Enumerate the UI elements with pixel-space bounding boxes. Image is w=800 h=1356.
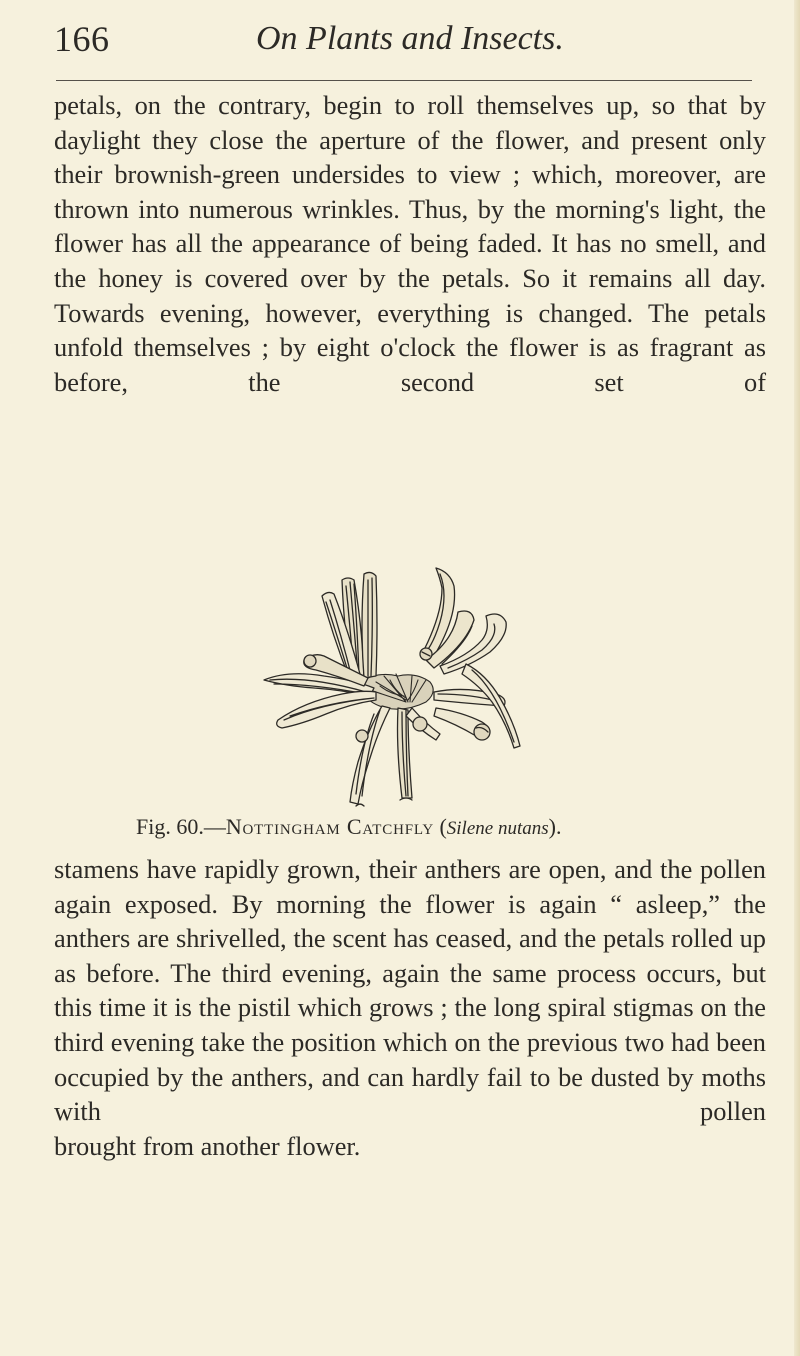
page-edge: [794, 0, 800, 1356]
figure-caption: [136, 814, 736, 840]
page-number: 166: [54, 19, 110, 59]
caption-common-name: Nottingham Catchfly: [225, 814, 434, 839]
paragraph-top: petals, on the contrary, begin to roll themselves up, so that by daylight they close the aperture of the flower, and present only their brownish-green undersides to view ; which, moreover, are thrown into numerous wrinkles. Thus, by the morning's light, the flower has all the appearance of being faded. It has no smell, and the honey is covered over by the petals. So it remains all day. Towards evening, however, everything is changed. The petals unfold themselves ; by eight o'clock the flower is as fragrant as before, the second set of: [54, 90, 766, 397]
figure-catchfly-illustration: [250, 560, 560, 818]
header-rule: [56, 80, 752, 81]
paragraph-bottom-text: stamens have rapidly grown, their anthers are open, and the pollen again exposed. By morning the flower is again “ asleep,” the anthers are shrivelled, the scent has ceased, and the petals rolled up as before. The third evening, again the same process occurs, but this time it is the pistil which grows ; the long spiral stigmas on the third evening take the position which on the previous two had been occupied by the anthers, and can hardly fail to be dusted by moths with pollen: [54, 854, 766, 1127]
paragraph-bottom-last-line: brought from another flower.: [54, 1130, 361, 1161]
running-title: On Plants and Insects.: [256, 20, 564, 57]
catchfly-flower-drawing: [250, 560, 560, 818]
paragraph-bottom: [54, 852, 766, 1163]
page-header: [54, 14, 766, 70]
caption-latin-name: Silene nutans: [446, 818, 549, 839]
caption-label: Fig. 60.—: [136, 814, 226, 839]
caption-paren-close: ).: [548, 814, 562, 839]
caption-paren-open: (: [433, 814, 447, 839]
